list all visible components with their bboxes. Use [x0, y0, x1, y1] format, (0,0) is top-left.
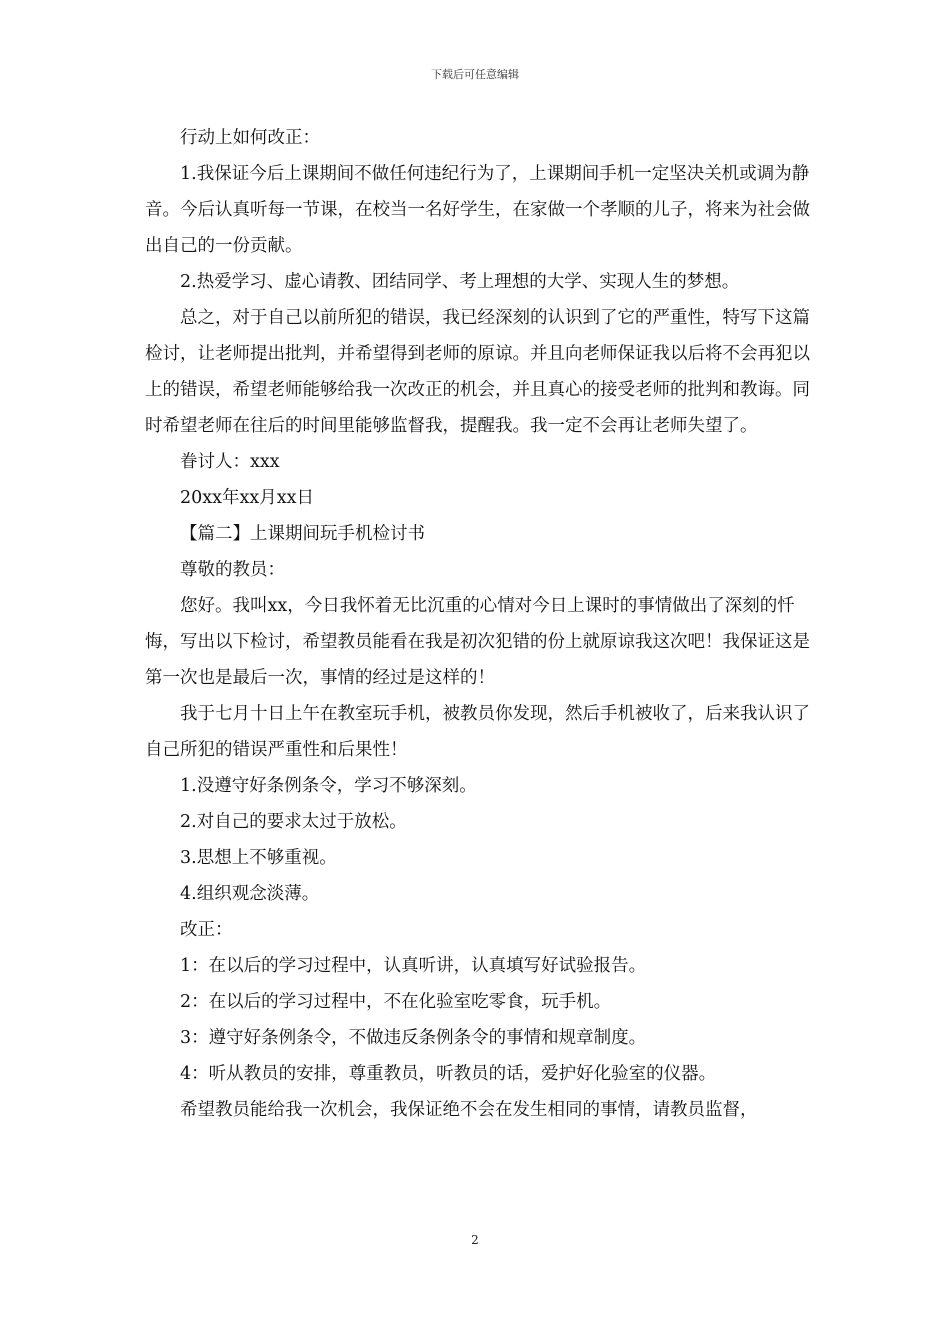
- list-item-fault-4: 4.组织观念淡薄。: [180, 884, 320, 904]
- list-item-fault-3: 3.思想上不够重视。: [180, 848, 337, 868]
- paragraph-closing: 希望教员能给我一次机会，我保证绝不会在发生相同的事情，请教员监督，: [180, 1100, 758, 1120]
- paragraph-pledge-2: 2.热爱学习、虚心请教、团结同学、考上理想的大学、实现人生的梦想。: [180, 272, 740, 292]
- list-item-fault-1: 1.没遵守好条例条令，学习不够深刻。: [180, 776, 477, 796]
- list-item-correction-4: 4：听从教员的安排，尊重教员，听教员的话，爱护好化验室的仪器。: [180, 1064, 717, 1084]
- document-body: [145, 120, 810, 1128]
- list-item-fault-2: 2.对自己的要求太过于放松。: [180, 812, 407, 832]
- signature-line: 眷讨人：xxx: [180, 452, 280, 472]
- paragraph-summary: 总之，对于自己以前所犯的错误，我已经深刻的认识到了它的严重性，特写下这篇检讨，让老师提出批判，并希望得到老师的原谅。并且向老师保证我以后将不会再犯以上的错误，希望老师能够给我一次改正的机会，并且真心的接受老师的批判和教诲。同时希望老师在往后的时间里能够监督我，提醒我。我一定不会再让老师失望了。: [145, 308, 810, 436]
- salutation: 尊敬的教员：: [180, 560, 285, 580]
- date-line: 20xx年xx月xx日: [180, 488, 314, 508]
- paragraph-greeting: 您好。我叫xx，今日我怀着无比沉重的心情对今日上课时的事情做出了深刻的忏悔，写出以下检讨，希望教员能看在我是初次犯错的份上就原谅我这次吧！我保证这是第一次也是最后一次，事情的经过是这样的！: [145, 596, 810, 688]
- page-number: 2: [471, 1233, 479, 1247]
- paragraph-incident: 我于七月十日上午在教室玩手机，被教员你发现，然后手机被收了，后来我认识了自己所犯的错误严重性和后果性！: [145, 704, 810, 760]
- list-item-correction-1: 1：在以后的学习过程中，认真听讲，认真填写好试验报告。: [180, 956, 647, 976]
- correction-heading: 改正：: [180, 920, 233, 940]
- paragraph-pledge-1: 1.我保证今后上课期间不做任何违纪行为了，上课期间手机一定坚决关机或调为静音。今后认真听每一节课，在校当一名好学生，在家做一个孝顺的儿子，将来为社会做出自己的一份贡献。: [145, 164, 810, 256]
- list-item-correction-2: 2：在以后的学习过程中，不在化验室吃零食，玩手机。: [180, 992, 612, 1012]
- paragraph-action-heading: 行动上如何改正：: [180, 128, 320, 148]
- list-item-correction-3: 3：遵守好条例条令，不做违反条例条令的事情和规章制度。: [180, 1028, 647, 1048]
- page-header: 下载后可任意编辑: [431, 68, 519, 81]
- section-title: 【篇二】上课期间玩手机检讨书: [180, 524, 425, 544]
